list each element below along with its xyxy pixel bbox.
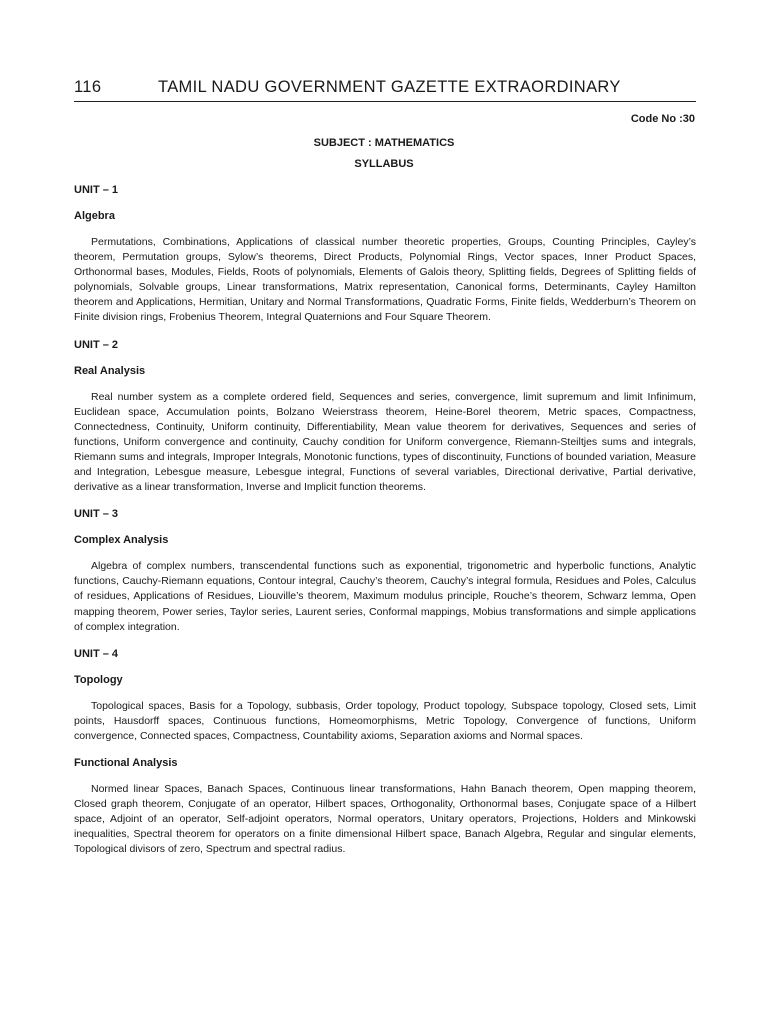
section-unit-4 (74, 647, 696, 744)
code-number: Code No :30 (630, 113, 695, 125)
topic-heading: Topology (74, 673, 123, 686)
topic-heading: Complex Analysis (74, 534, 169, 547)
page-number: 116 (74, 78, 102, 96)
unit-heading: UNIT – 1 (74, 184, 119, 196)
page-header (74, 78, 696, 97)
section-unit-2 (74, 338, 696, 496)
topic-paragraph: Topological spaces, Basis for a Topology, subbasis, Order topology, Product topology, Subspace topology, Closed sets, Limit points, Hausdorff spaces, Continuous functions, Homeomorphisms, Metric Topology, Convergence of functions, Uniform convergence, Connected spaces, Compactness, Countability axioms, Separation axioms and Normal spaces. (74, 699, 696, 742)
topic-heading: Functional Analysis (74, 756, 178, 769)
topic-paragraph: Real number system as a complete ordered field, Sequences and series, convergence, limit supremum and limit Infinimum, Euclidean space, Accumulation points, Bolzano Weierstrass theorem, Heine-Borel theorem, Metric spaces, Compactness, Connectedness, Continuity, Uniform continuity, Differentiability, Mean value theorem for derivatives, Sequences and series of functions, Uniform convergence and continuity, Cauchy condition for Uniform convergence, Riemann-Steiltjes sums and integrals, Riemann sums and integrals, Improper Integrals, Monotonic functions, types of discontinuity, Functions of bounded variation, Measure and Integration, Lebesgue measure, Lebesgue integral, Functions of several variables, Directional derivative, Partial derivative, derivative as a linear transformation, Inverse and Implicit function theorems. (74, 390, 696, 494)
unit-heading: UNIT – 3 (74, 508, 119, 521)
topic-heading: Real Analysis (74, 364, 146, 377)
topic-paragraph: Algebra of complex numbers, transcendental functions such as exponential, trigonometric and hyperbolic functions, Analytic functions, Cauchy-Riemann equations, Contour integral, Cauchy’s theorem, Cauchy’s integral formula, Residues and Poles, Calculus of residues, Applications of Residues, Liouville’s theorem, Maximum modulus principle, Rouche’s theorem, Schwarz lemma, Open mapping theorem, Power series, Taylor series, Laurent series, Conformal mappings, Mobius transformations and simple applications of complex integration. (74, 560, 696, 633)
syllabus-title: SYLLABUS (354, 158, 414, 170)
topic-paragraph: Permutations, Combinations, Applications of classical number theoretic properties, Groups, Counting Principles, Cayley’s theorem, Permutation groups, Sylow’s theorems, Direct Products, Polynomial Rings, Vector spaces, Inner Product Spaces, Orthonormal bases, Modules, Fields, Roots of polynomials, Elements of Galois theory, Splitting fields, Degrees of Splitting fields of polynomials, Solvable groups, Linear transformations, Matrix representation, Canonical forms, Determinants, Cayley Hamilton theorem and Applications, Hermitian, Unitary and Normal Transformations, Quadratic Forms, Finite fields, Wedderburn’s Theorem on Finite division rings, Frobenius Theorem, Integral Quaternions and Four Square Theorem. (74, 236, 696, 324)
unit-heading: UNIT – 4 (74, 647, 119, 660)
unit-heading: UNIT – 2 (74, 338, 119, 351)
topic-heading: Algebra (74, 210, 115, 222)
topic-paragraph: Normed linear Spaces, Banach Spaces, Continuous linear transformations, Hahn Banach theorem, Open mapping theorem, Closed graph theorem, Conjugate of an operator, Hilbert spaces, Orthogonality, Orthonormal bases, Conjugate space of a Hilbert space, Adjoint of an operator, Self-adjoint operators, Normal operators, Unitary operators, Projections, Holders and Minkowski inequalities, Spectral theorem for operators on a finite dimensional Hilbert space, Banach Algebra, Regular and singular elements, Topological divisors of zero, Spectrum and spectral radius. (74, 782, 696, 856)
subject-title: SUBJECT : MATHEMATICS (313, 137, 455, 149)
section-unit-3 (74, 507, 696, 634)
header-rule (74, 101, 696, 102)
section-functional-analysis (74, 756, 696, 857)
gazette-title: TAMIL NADU GOVERNMENT GAZETTE EXTRAORDINARY (158, 78, 621, 96)
syllabus-content (74, 183, 696, 869)
section-unit-1 (74, 183, 696, 326)
